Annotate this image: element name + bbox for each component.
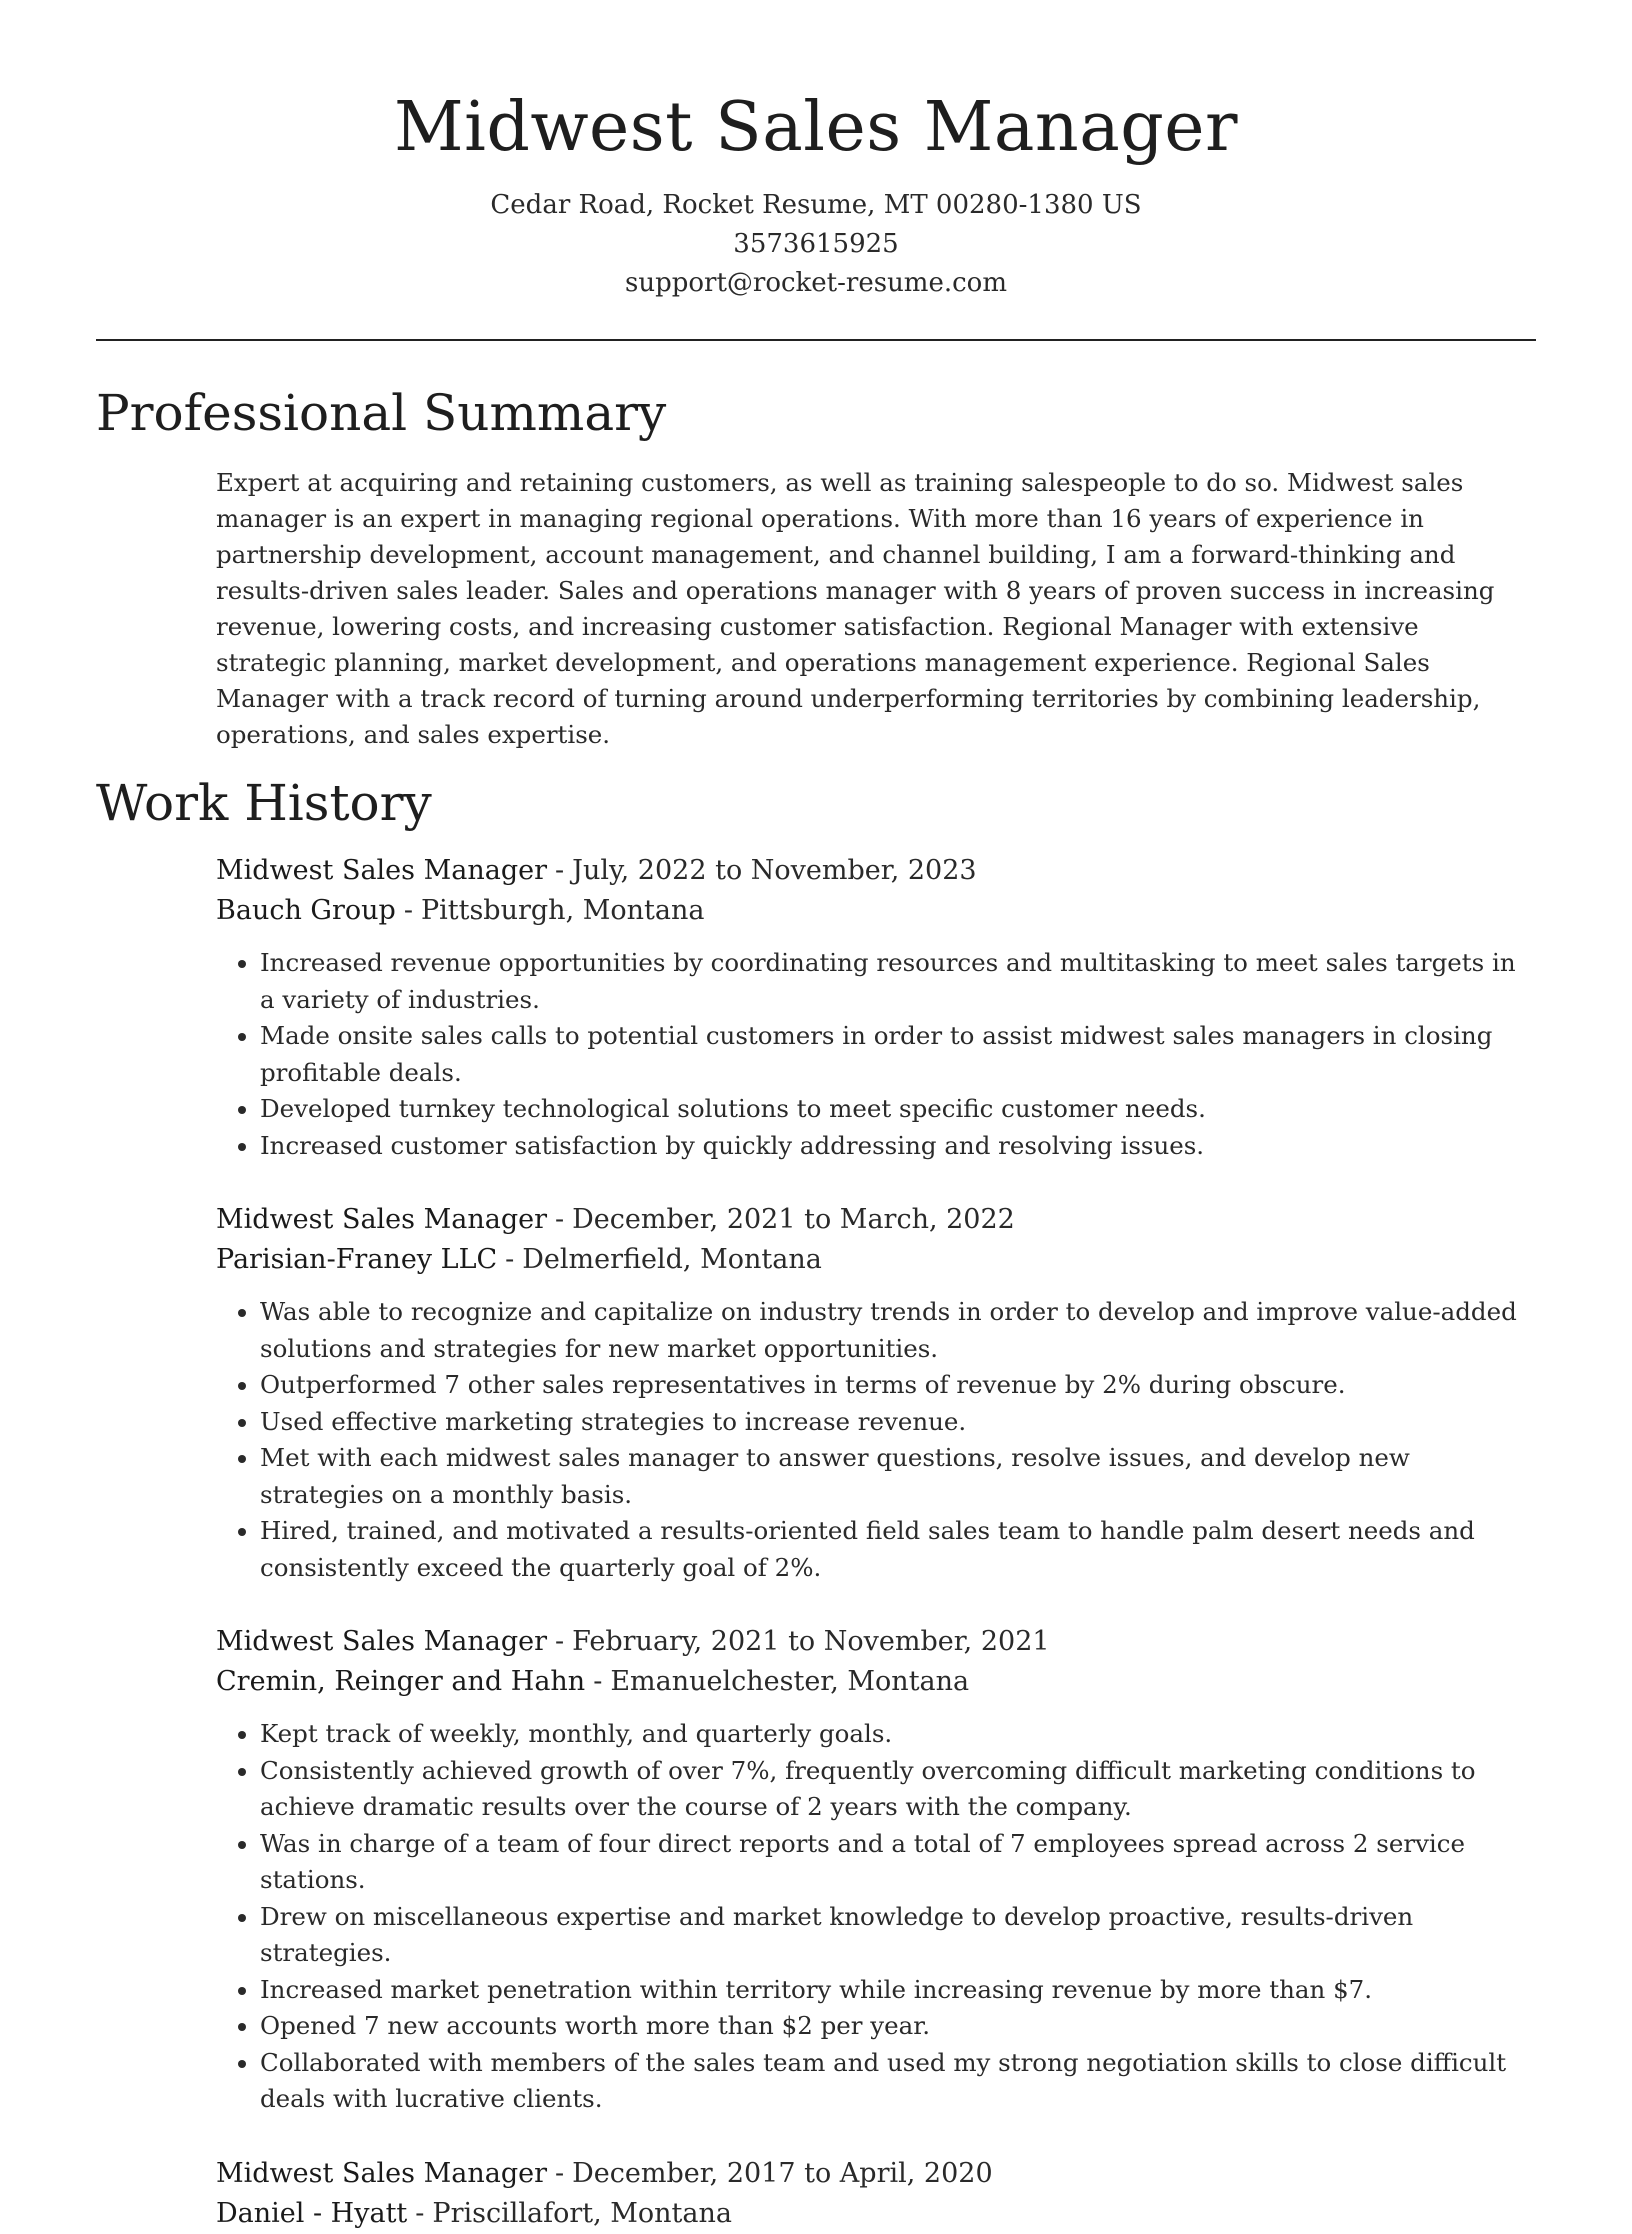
job-role: Midwest Sales Manager — [216, 2157, 547, 2189]
job-company: Cremin, Reinger and Hahn — [216, 1666, 586, 1697]
list-item: • Drew on miscellaneous expertise and market knowledge to develop proactive, results-driven strategies. — [260, 1899, 1536, 1972]
list-item: • Outperformed 7 other sales representatives in terms of revenue by 2% during obscure. — [260, 1367, 1536, 1404]
job-dates: July, 2022 to November, 2023 — [572, 855, 977, 886]
phone: 3573615925 — [733, 229, 899, 259]
separator: - — [555, 855, 565, 886]
list-item: • Opened 7 new accounts worth more than $2 per year. — [260, 2008, 1536, 2045]
job-dates: December, 2021 to March, 2022 — [572, 1204, 1015, 1235]
list-item: • Increased market penetration within territory while increasing revenue by more than $7. — [260, 1972, 1536, 2009]
job-entry — [216, 1200, 1536, 1586]
job-title-line — [216, 851, 1536, 891]
contact-info — [96, 186, 1536, 303]
job-role: Midwest Sales Manager — [216, 1626, 547, 1657]
separator: - — [555, 1626, 565, 1657]
list-item: • Consistently achieved growth of over 7%, frequently overcoming difficult marketing conditions to achieve dramatic results over the course of 2 years with the company. — [260, 1753, 1536, 1826]
job-bullets — [216, 1294, 1536, 1586]
job-bullets — [216, 945, 1536, 1164]
job-company: Parisian-Franey LLC — [216, 1244, 498, 1275]
job-location: Emanuelchester, Montana — [610, 1666, 970, 1697]
work-history-heading: Work History — [96, 774, 432, 832]
list-item: • Made onsite sales calls to potential customers in order to assist midwest sales managers in closing profitable deals. — [260, 1018, 1536, 1091]
job-role: Midwest Sales Manager — [216, 855, 547, 886]
job-location: Pittsburgh, Montana — [420, 895, 705, 926]
job-entry — [216, 851, 1536, 1164]
list-item: • Hired, trained, and motivated a results-oriented field sales team to handle palm desert needs and consistently exceed the quarterly goal of 2%. — [260, 1513, 1536, 1586]
job-dates: December, 2017 to April, 2020 — [572, 2157, 993, 2189]
separator: - — [415, 2197, 425, 2229]
job-company: Bauch Group — [216, 895, 396, 926]
resume-page — [96, 0, 1536, 2234]
job-company-line — [216, 891, 1536, 931]
job-location: Delmerfield, Montana — [522, 1244, 822, 1275]
list-item: • Met with each midwest sales manager to answer questions, resolve issues, and develop new strategies on a monthly basis. — [260, 1440, 1536, 1513]
job-company-line — [216, 1662, 1536, 1702]
summary-text: Expert at acquiring and retaining customers, as well as training salespeople to do so. Midwest sales manager is an expert in managing regional operations. With more than 16 years of experience in partnership development, account management, and channel building, I am a forward-thinking and results-driven sales leader. Sales and operations manager with 8 years of proven success in increasing revenue, lowering costs, and increasing customer satisfaction. Regional Manager with extensive strategic planning, market development, and operations management experience. Regional Sales Manager with a track record of turning around underperforming territories by combining leadership, operations, and sales expertise. — [216, 468, 1495, 749]
job-role: Midwest Sales Manager — [216, 1204, 547, 1235]
list-item: • Was able to recognize and capitalize on industry trends in order to develop and improve value-added solutions and strategies for new market opportunities. — [260, 1294, 1536, 1367]
job-company: Daniel - Hyatt — [216, 2197, 408, 2229]
email: support@rocket-resume.com — [624, 268, 1007, 298]
separator: - — [593, 1666, 603, 1697]
job-dates: February, 2021 to November, 2021 — [572, 1626, 1050, 1657]
candidate-name: Midwest Sales Manager — [393, 88, 1239, 167]
job-title-line — [216, 2154, 1536, 2194]
resume-header — [96, 0, 1536, 303]
job-company-line — [216, 1240, 1536, 1280]
separator: - — [505, 1244, 515, 1275]
list-item: • Collaborated with members of the sales team and used my strong negotiation skills to close difficult deals with lucrative clients. — [260, 2045, 1536, 2118]
job-bullets — [216, 1716, 1536, 2118]
job-company-line — [216, 2194, 1536, 2234]
summary-heading: Professional Summary — [96, 384, 667, 442]
separator: - — [555, 1204, 565, 1235]
list-item: • Used effective marketing strategies to increase revenue. — [260, 1404, 1536, 1441]
job-entry — [216, 2154, 1536, 2234]
job-list — [96, 851, 1536, 2234]
header-divider — [96, 339, 1536, 341]
list-item: • Increased customer satisfaction by quickly addressing and resolving issues. — [260, 1128, 1536, 1165]
job-entry — [216, 1622, 1536, 2118]
separator: - — [403, 895, 413, 926]
address: Cedar Road, Rocket Resume, MT 00280-1380 US — [490, 190, 1142, 220]
list-item: • Was in charge of a team of four direct reports and a total of 7 employees spread across 2 service stations. — [260, 1826, 1536, 1899]
list-item: • Developed turnkey technological solutions to meet specific customer needs. — [260, 1091, 1536, 1128]
list-item: • Kept track of weekly, monthly, and quarterly goals. — [260, 1716, 1536, 1753]
list-item: • Increased revenue opportunities by coordinating resources and multitasking to meet sales targets in a variety of industries. — [260, 945, 1536, 1018]
separator: - — [555, 2157, 565, 2189]
job-location: Priscillafort, Montana — [432, 2197, 732, 2229]
job-title-line — [216, 1200, 1536, 1240]
job-title-line — [216, 1622, 1536, 1662]
